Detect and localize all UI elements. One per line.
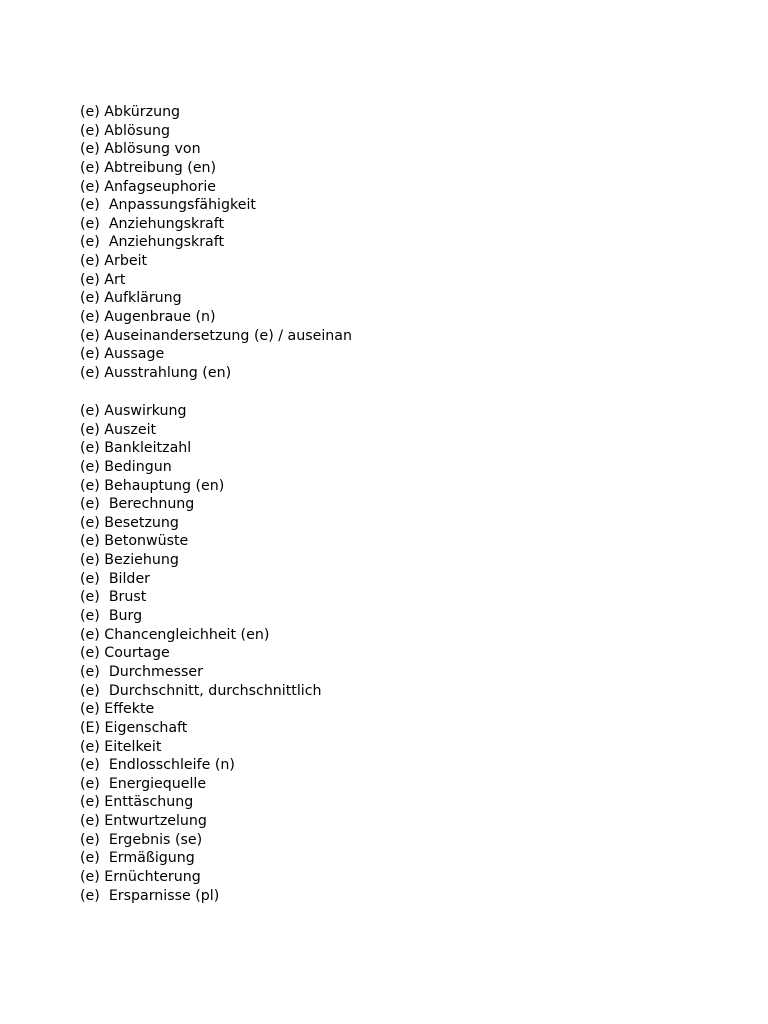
list-item: (e) Beziehung (80, 552, 179, 569)
list-item: (e) Ermäßigung (80, 850, 195, 867)
list-item: (e) Courtage (80, 645, 170, 662)
list-item: (e) Berechnung (80, 496, 195, 513)
vocabulary-list-2 (80, 402, 322, 905)
list-item: (e) Augenbraue (n) (80, 309, 216, 326)
list-item: (e) Auseinandersetzung (e) / auseinan (80, 327, 352, 344)
list-item: (e) Ernüchterung (80, 869, 201, 886)
list-item: (e) Abtreibung (en) (80, 159, 217, 176)
list-item: (e) Durchmesser (80, 663, 203, 680)
list-item: (e) Bilder (80, 570, 151, 587)
list-item: (e) Auswirkung (80, 403, 187, 419)
list-item: (e) Anziehungskraft (80, 234, 225, 251)
list-item: (e) Anziehungskraft (80, 215, 225, 232)
list-item: (e) Chancengleichheit (en) (80, 626, 270, 643)
list-item: (e) Energiequelle (80, 775, 207, 792)
list-item: (e) Ergebnis (se) (80, 831, 203, 848)
list-item: (e) Aufklärung (80, 290, 182, 307)
list-item: (e) Arbeit (80, 253, 148, 270)
list-item: (e) Ersparnisse (pl) (80, 887, 220, 904)
list-item: (e) Betonwüste (80, 533, 189, 550)
list-item: (e) Abkürzung (80, 104, 181, 120)
list-item: (e) Ablösung (80, 122, 171, 139)
list-item: (e) Eitelkeit (80, 738, 162, 755)
list-item: (e) Bedingun (80, 458, 172, 475)
list-item: (e) Brust (80, 589, 147, 606)
list-item: (e) Durchschnitt, durchschnittlich (80, 682, 322, 699)
list-item: (e) Ablösung von (80, 141, 201, 158)
vocabulary-list-1 (80, 103, 352, 383)
list-item: (e) Bankleitzahl (80, 440, 192, 457)
list-item: (E) Eigenschaft (80, 719, 188, 736)
list-item: (e) Entwurtzelung (80, 813, 207, 830)
list-item: (e) Aussage (80, 346, 165, 363)
list-item: (e) Effekte (80, 701, 155, 718)
list-item: (e) Endlosschleife (n) (80, 757, 235, 774)
list-item: (e) Besetzung (80, 514, 179, 531)
list-item: (e) Ausstrahlung (en) (80, 364, 232, 381)
list-item: (e) Art (80, 271, 126, 288)
list-item: (e) Auszeit (80, 421, 157, 438)
list-item: (e) Enttäschung (80, 794, 194, 811)
list-item: (e) Anfagseuphorie (80, 178, 216, 195)
list-item: (e) Anpassungsfähigkeit (80, 197, 256, 214)
list-item: (e) Burg (80, 608, 143, 625)
list-item: (e) Behauptung (en) (80, 477, 225, 494)
